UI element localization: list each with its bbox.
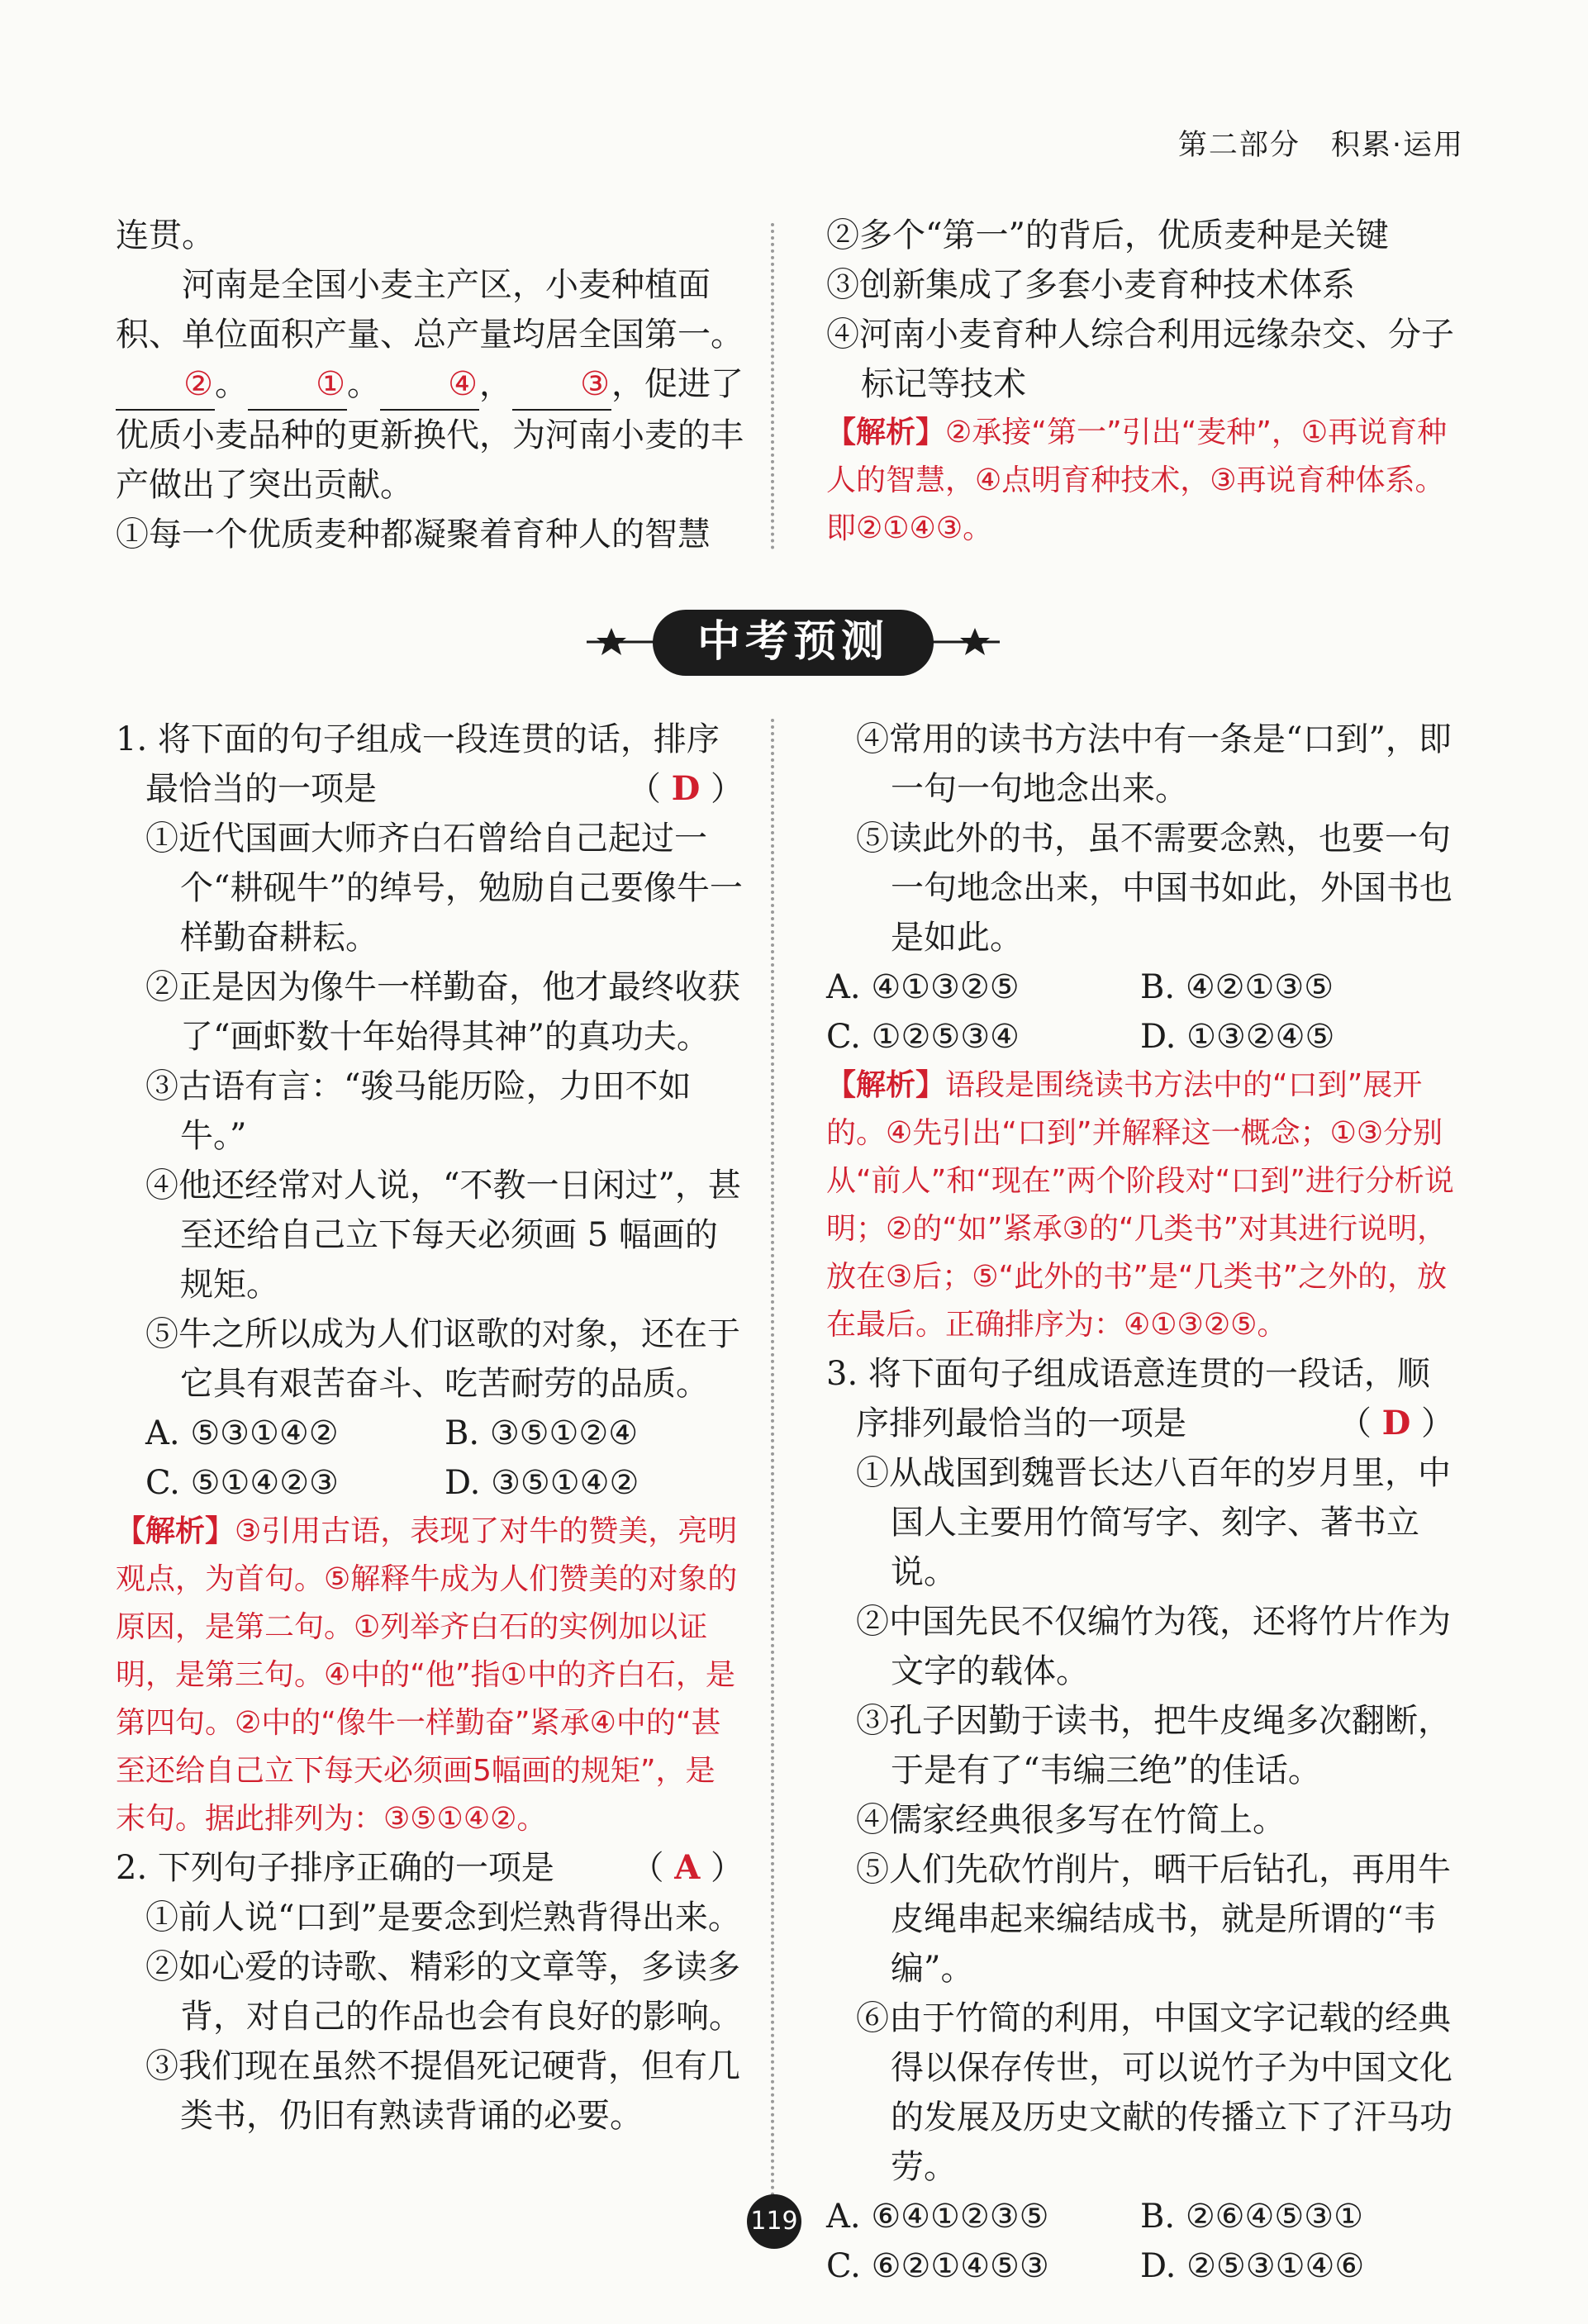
list-item: ④河南小麦育种人综合利用远缘杂交、分子标记等技术 [826,316,1454,403]
options-row [826,2192,1454,2241]
list-item: ②如心爱的诗歌、精彩的文章等，多读多背，对自己的作品也会有良好的影响。 [145,1948,742,2036]
top-left-column [116,211,744,559]
option: A. ④①③②⑤ [826,968,1020,1006]
list-item: ④他还经常对人说，“不教一日闲过”，甚至还给自己立下每天必须画 5 幅画的规矩。 [145,1167,741,1304]
answer-blank: ① [248,359,347,411]
option: D. ①③②④⑤ [1140,1018,1335,1056]
top-right-column [826,211,1454,553]
answer-blank: ④ [380,359,479,411]
question-1: 1. 将下面的句子组成一段连贯的话，排序最恰当的一项是 （ D ） [116,715,744,814]
list-item: ④儒家经典很多写在竹简上。 [856,1801,1286,1839]
column-divider [771,719,774,2198]
answer-bracket: （ A ） [630,1848,744,1887]
question-3: 3. 将下面句子组成语意连贯的一段话，顺序排列最恰当的一项是 （ D ） [826,1349,1454,1448]
answer-bracket: （ D ） [1338,1404,1454,1442]
list-item: ③古语有言：“骏马能历险，力田不如牛。” [145,1067,692,1155]
page-header: 第二部分 积累·运用 [1177,129,1464,162]
lower-right-column [826,715,1454,2291]
option: C. ⑥②①④⑤③ [826,2247,1049,2285]
list-item: ③我们现在虽然不提倡死记硬背，但有几类书，仍旧有熟读背诵的必要。 [145,2047,740,2135]
answer-blank: ③ [512,359,611,411]
option: B. ②⑥④⑤③① [1140,2198,1363,2236]
passage: 河南是全国小麦主产区，小麦种植面积、单位面积产量、总产量均居全国第一。 ②。 ①。 ④， ③，促进了优质小麦品种的更新换代，为河南小麦的丰产做出了突出贡献。 [116,266,744,504]
option: D. ③⑤①④② [445,1464,639,1502]
list-item: ①前人说“口到”是要念到烂熟背得出来。 [145,1899,741,1937]
analysis: 【解析】语段是围绕读书方法中的“口到”展开的。④先引出“口到”并解释这一概念；①③分别从“前人”和“现在”两个阶段对“口到”进行分析说明；②的“如”紧承③的“几类书”对其进行说明，放在③后；⑤“此外的书”是“几类书”之外的，放在最后。正确排序为：④①③②⑤。 [826,1068,1454,1342]
list-item: ②正是因为像牛一样勤奋，他才最终收获了“画虾数十年始得其神”的真功夫。 [145,968,740,1056]
page-number: 119 [747,2194,801,2249]
answer-bracket: （ D ） [627,769,744,808]
list-item: ②中国先民不仅编竹为筏，还将竹片作为文字的载体。 [856,1603,1451,1690]
option: C. ⑤①④②③ [145,1464,339,1502]
option: B. ③⑤①②④ [445,1414,639,1452]
analysis: 【解析】③引用古语，表现了对牛的赞美，亮明观点，为首句。⑤解释牛成为人们赞美的对象的原因，是第二句。①列举齐白石的实例加以证明，是第三句。④中的“他”指①中的齐白石，是第四句。②中的“像牛一样勤奋”紧承④中的“甚至还给自己立下每天必须画5幅画的规矩”，是末句。据此排列为：③⑤①④②。 [116,1514,738,1836]
option: C. ①②⑤③④ [826,1018,1020,1056]
analysis: 【解析】②承接“第一”引出“麦种”，①再说育种人的智慧，④点明育种技术，③再说育种体系。即②①④③。 [826,416,1448,545]
section-banner [578,603,1008,682]
question-2: 2. 下列句子排序正确的一项是 （ A ） [116,1843,744,1893]
list-item: ①每一个优质麦种都凝聚着育种人的智慧 [116,516,711,554]
list-item: ③创新集成了多套小麦育种技术体系 [826,266,1355,304]
answer-blank: ② [116,359,215,411]
list-item: ⑤人们先砍竹削片，晒干后钻孔，再用牛皮绳串起来编结成书，就是所谓的“韦编”。 [856,1851,1451,1988]
lower-left-column [116,715,744,2141]
options-row [145,1458,744,1508]
options-row [826,2241,1454,2291]
list-item: ⑤读此外的书，虽不需要念熟，也要一句一句地念出来，中国书如此，外国书也是如此。 [856,820,1452,957]
list-item: ④常用的读书方法中有一条是“口到”，即一句一句地念出来。 [856,720,1452,808]
list-item: ①从战国到魏晋长达八百年的岁月里，中国人主要用竹简写字、刻字、著书立说。 [856,1454,1451,1591]
options-row [145,1409,744,1458]
option: D. ②⑤③①④⑥ [1140,2247,1365,2285]
list-item: ③孔子因勤于读书，把牛皮绳多次翻断，于是有了“韦编三绝”的佳话。 [856,1702,1451,1789]
options-row [826,962,1454,1012]
option: B. ④②①③⑤ [1140,968,1334,1006]
options-row [826,1012,1454,1062]
list-item: ⑥由于竹简的利用，中国文字记载的经典得以保存传世，可以说竹子为中国文化的发展及历史文献的传播立下了汗马功劳。 [856,1999,1452,2186]
banner-title: 中考预测 [697,617,890,667]
option: A. ⑤③①④② [145,1414,339,1452]
list-item: ⑤牛之所以成为人们讴歌的对象，还在于它具有艰苦奋斗、吃苦耐劳的品质。 [145,1315,740,1403]
continuation-text: 连贯。 [116,216,215,254]
option: A. ⑥④①②③⑤ [826,2198,1049,2236]
list-item: ②多个“第一”的背后，优质麦种是关键 [826,216,1389,254]
list-item: ①近代国画大师齐白石曾给自己起过一个“耕砚牛”的绰号，勉励自己要像牛一样勤奋耕耘。 [145,820,743,957]
column-divider [771,223,774,549]
